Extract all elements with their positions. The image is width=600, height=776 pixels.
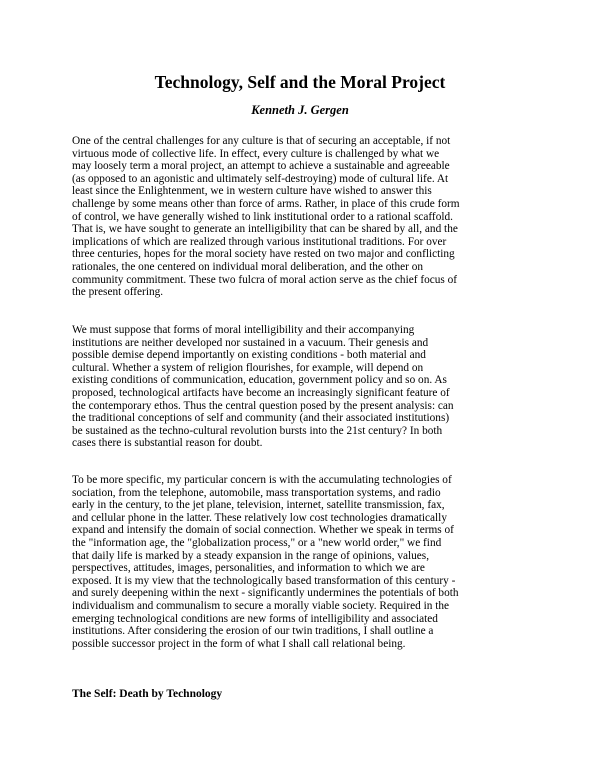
paragraph xyxy=(72,474,542,650)
paragraph-line: institutions. After considering the erosion of our twin traditions, I shall outline a xyxy=(72,625,434,638)
paragraph-line: perspectives, attitudes, images, personalities, and information to which we are xyxy=(72,562,425,575)
paragraph-line: possible successor project in the form of what I shall call relational being. xyxy=(72,637,406,650)
paragraph-line: and surely deepening within the next - significantly undermines the potentials of both xyxy=(72,587,459,600)
paragraph-line: virtuous mode of collective life. In effect, every culture is challenged by what we xyxy=(72,147,440,160)
section-heading: The Self: Death by Technology xyxy=(72,688,223,700)
paragraph-line: early in the century, to the jet plane, television, internet, satellite transmission, fax, xyxy=(72,499,445,512)
paragraph-line: One of the central challenges for any culture is that of securing an acceptable, if not xyxy=(72,135,451,147)
paragraph-line: may loosely term a moral project, an attempt to achieve a sustainable and agreeable xyxy=(72,160,450,173)
paragraph-line: To be more specific, my particular concern is with the accumulating technologies of xyxy=(72,474,452,486)
paragraph-line: That is, we have sought to generate an intelligibility that can be shared by all, and the xyxy=(72,223,458,236)
paragraph-line: emerging technological conditions are new forms of intelligibility and associated xyxy=(72,612,438,625)
paragraph-line: three centuries, hopes for the moral society have rested on two major and conflicting xyxy=(72,248,455,261)
paragraph xyxy=(72,324,542,450)
paragraph-line: cultural. Whether a system of religion flourishes, for example, will depend on xyxy=(72,361,424,374)
paragraph-line: exposed. It is my view that the technologically based transformation of this century - xyxy=(72,574,456,587)
paragraph-line: be sustained as the techno-cultural revolution bursts into the 21st century? In both xyxy=(72,424,443,437)
paragraph-line: of control, we have generally wished to link institutional order to a rational scaffold. xyxy=(72,210,453,223)
paragraph-line: institutions are neither developed nor sustained in a vacuum. Their genesis and xyxy=(72,336,429,349)
paragraph xyxy=(72,135,542,299)
paragraph-line: expand and intensify the domain of social connection. Whether we speak in terms of xyxy=(72,524,454,537)
paragraph-line: community commitment. These two fulcra of moral action serve as the chief focus of xyxy=(72,273,458,286)
paragraph-line: (as opposed to an agonistic and ultimately self-destroying) mode of cultural life. At xyxy=(72,172,449,185)
paragraph-line: the traditional conceptions of self and community (and their associated institutions) xyxy=(72,412,450,425)
paragraph-line: individualism and communalism to secure a morally viable society. Required in the xyxy=(72,599,449,612)
document-title: Technology, Self and the Moral Project xyxy=(154,72,446,92)
paragraph-line: sociation, from the telephone, automobile, mass transportation systems, and radio xyxy=(72,486,441,499)
paragraph-line: the present offering. xyxy=(72,286,164,299)
paragraph-line: We must suppose that forms of moral intelligibility and their accompanying xyxy=(72,324,415,336)
paragraph-line: and cellular phone in the latter. These relatively low cost technologies dramatically xyxy=(72,511,447,524)
paragraph-line: rationales, the one centered on individual moral deliberation, and the other on xyxy=(72,260,424,273)
paragraph-line: challenge by some means other than force of arms. Rather, in place of this crude form xyxy=(72,197,460,210)
paragraph-line: that daily life is marked by a steady expansion in the range of opinions, values, xyxy=(72,549,430,562)
paragraph-line: the contemporary ethos. Thus the central question posed by the present analysis: can xyxy=(72,399,454,412)
paragraph-line: existing conditions of communication, education, government policy and so on. As xyxy=(72,374,447,387)
author-name: Kenneth J. Gergen xyxy=(251,103,349,117)
paragraph-line: implications of which are realized through various institutional traditions. For over xyxy=(72,235,447,248)
paragraph-line: the "information age, the "globalization process," or a "new world order," we find xyxy=(72,536,442,549)
paragraph-line: least since the Enlightenment, we in western culture have wished to answer this xyxy=(72,185,432,198)
paragraph-line: possible demise depend importantly on existing conditions - both material and xyxy=(72,349,426,362)
paragraph-line: proposed, technological artifacts have become an increasingly significant feature of xyxy=(72,386,450,399)
paragraph-line: cases there is substantial reason for doubt. xyxy=(72,437,263,450)
